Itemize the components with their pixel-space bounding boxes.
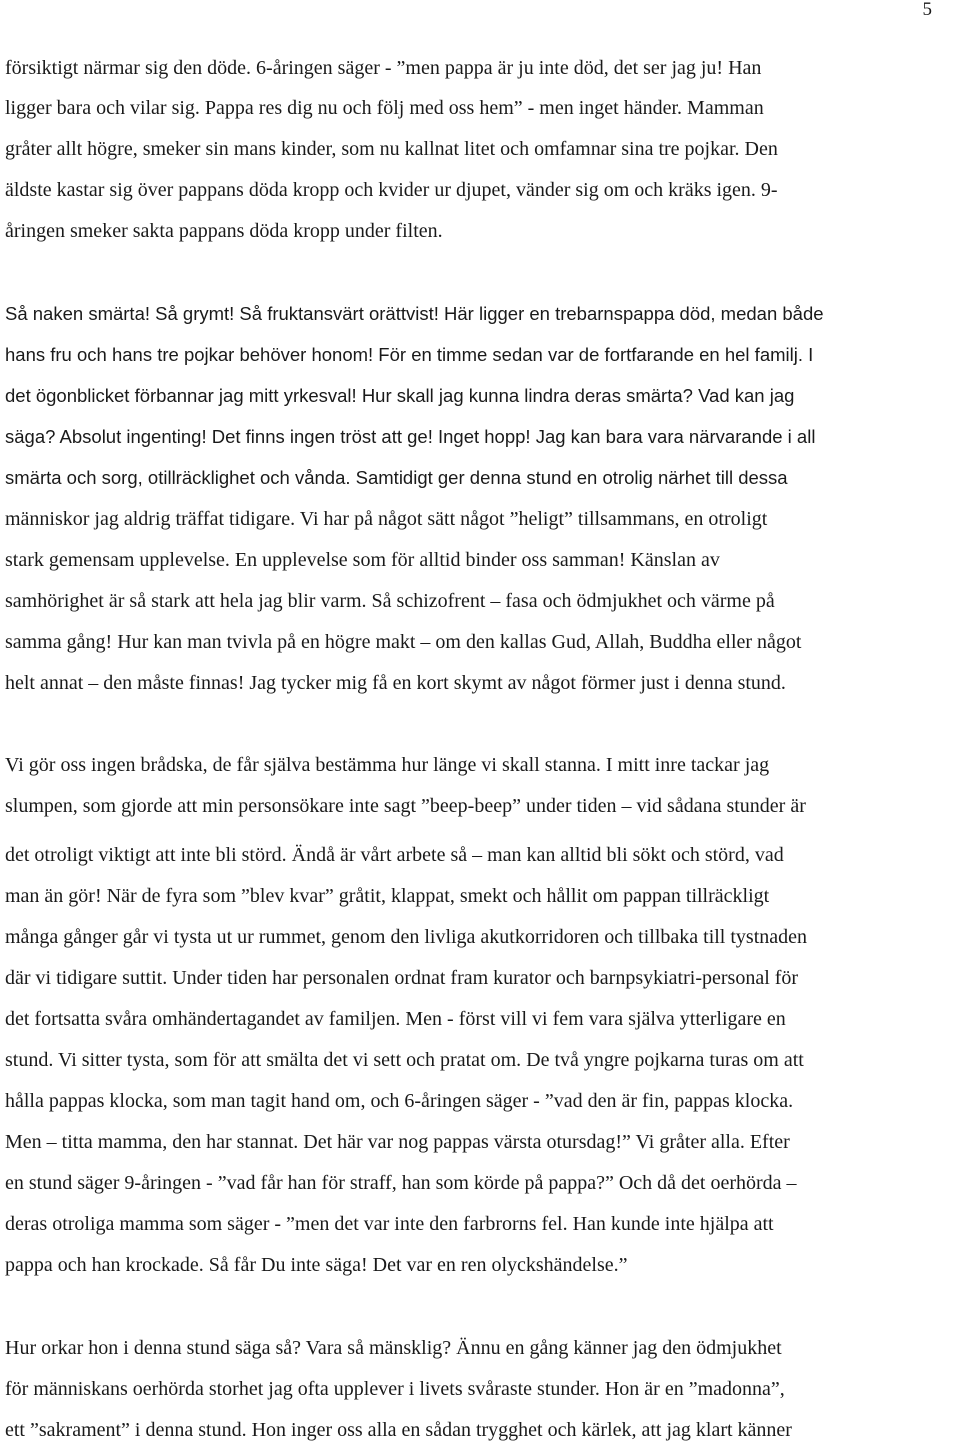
text-line: människor jag aldrig träffat tidigare. Vi har på något sätt något ”heligt” tillsammans, en otroligt xyxy=(5,508,768,530)
text-line: åringen smeker sakta pappans döda kropp under filten. xyxy=(5,220,443,242)
text-line: en stund säger 9-åringen - ”vad får han för straff, han som körde på pappa?” Och då det oerhörda – xyxy=(5,1172,797,1194)
text-line: helt annat – den måste finnas! Jag tycker mig få en kort skymt av något förmer just i denna stund. xyxy=(5,672,786,694)
text-line: för människans oerhörda storhet jag ofta upplever i livets svåraste stunder. Hon är en ”madonna”, xyxy=(5,1378,785,1400)
text-line: hålla pappas klocka, som man tagit hand om, och 6-åringen säger - ”vad den är fin, pappas klocka. xyxy=(5,1090,794,1112)
text-line: man än gör! När de fyra som ”blev kvar” gråtit, klappat, smekt och hållit om pappan tillräckligt xyxy=(5,885,770,907)
page-number: 5 xyxy=(922,0,932,20)
text-line: stark gemensam upplevelse. En upplevelse som för alltid binder oss samman! Känslan av xyxy=(5,549,720,571)
text-line: deras otroliga mamma som säger - ”men det var inte den farbrorns fel. Han kunde inte hjälpa att xyxy=(5,1213,774,1235)
text-line: Hur orkar hon i denna stund säga så? Vara så mänsklig? Ännu en gång känner jag den ödmjukhet xyxy=(5,1337,782,1359)
text-line: försiktigt närmar sig den döde. 6-åringen säger - ”men pappa är ju inte död, det ser jag ju! Han xyxy=(5,57,762,79)
text-line: det ögonblicket förbannar jag mitt yrkesval! Hur skall jag kunna lindra deras smärta? Vad kan jag xyxy=(5,385,795,406)
text-line: pappa och han krockade. Så får Du inte säga! Det var en ren olyckshändelse.” xyxy=(5,1254,628,1276)
text-line: Så naken smärta! Så grymt! Så fruktansvärt orättvist! Här ligger en trebarnspappa död, medan både xyxy=(5,303,824,324)
text-line: ligger bara och vilar sig. Pappa res dig nu och följ med oss hem” - men inget händer. Mamman xyxy=(5,97,764,119)
text-line: äldste kastar sig över pappans döda kropp och kvider ur djupet, vänder sig om och kräks igen. 9- xyxy=(5,179,778,201)
text-line: gråter allt högre, smeker sin mans kinder, som nu kallnat litet och omfamnar sina tre pojkar. Den xyxy=(5,138,778,160)
text-line: Men – titta mamma, den har stannat. Det här var nog pappas värsta otursdag!” Vi gråter alla. Efter xyxy=(5,1131,790,1153)
text-line: hans fru och hans tre pojkar behöver honom! För en timme sedan var de fortfarande en hel familj. I xyxy=(5,344,814,365)
text-line: samma gång! Hur kan man tvivla på en högre makt – om den kallas Gud, Allah, Buddha eller något xyxy=(5,631,802,653)
text-line: säga? Absolut ingenting! Det finns ingen tröst att ge! Inget hopp! Jag kan bara vara närvarande i all xyxy=(5,426,816,447)
text-line: många gånger går vi tysta ut ur rummet, genom den livliga akutkorridoren och tillbaka till tystnaden xyxy=(5,926,808,948)
text-line: Vi gör oss ingen brådska, de får själva bestämma hur länge vi skall stanna. I mitt inre tackar jag xyxy=(5,754,770,776)
text-line: smärta och sorg, otillräcklighet och vånda. Samtidigt ger denna stund en otrolig närhet till dessa xyxy=(5,467,788,488)
text-line: samhörighet är så stark att hela jag blir varm. Så schizofrent – fasa och ödmjukhet och värme på xyxy=(5,590,775,612)
text-line: det otroligt viktigt att inte bli störd. Ändå är vårt arbete så – man kan alltid bli sökt och störd, vad xyxy=(5,844,784,866)
text-line: slumpen, som gjorde att min personsökare inte sagt ”beep-beep” under tiden – vid sådana stunder är xyxy=(5,795,806,817)
text-line: stund. Vi sitter tysta, som för att smälta det vi sett och pratat om. De två yngre pojkarna turas om att xyxy=(5,1049,804,1071)
text-line: där vi tidigare suttit. Under tiden har personalen ordnat fram kurator och barnpsykiatri-personal för xyxy=(5,967,799,989)
text-line: det fortsatta svåra omhändertagandet av familjen. Men - först vill vi fem vara själva ytterligare en xyxy=(5,1008,786,1030)
text-line: ett ”sakrament” i denna stund. Hon inger oss alla en sådan trygghet och kärlek, att jag klart känner xyxy=(5,1419,792,1441)
